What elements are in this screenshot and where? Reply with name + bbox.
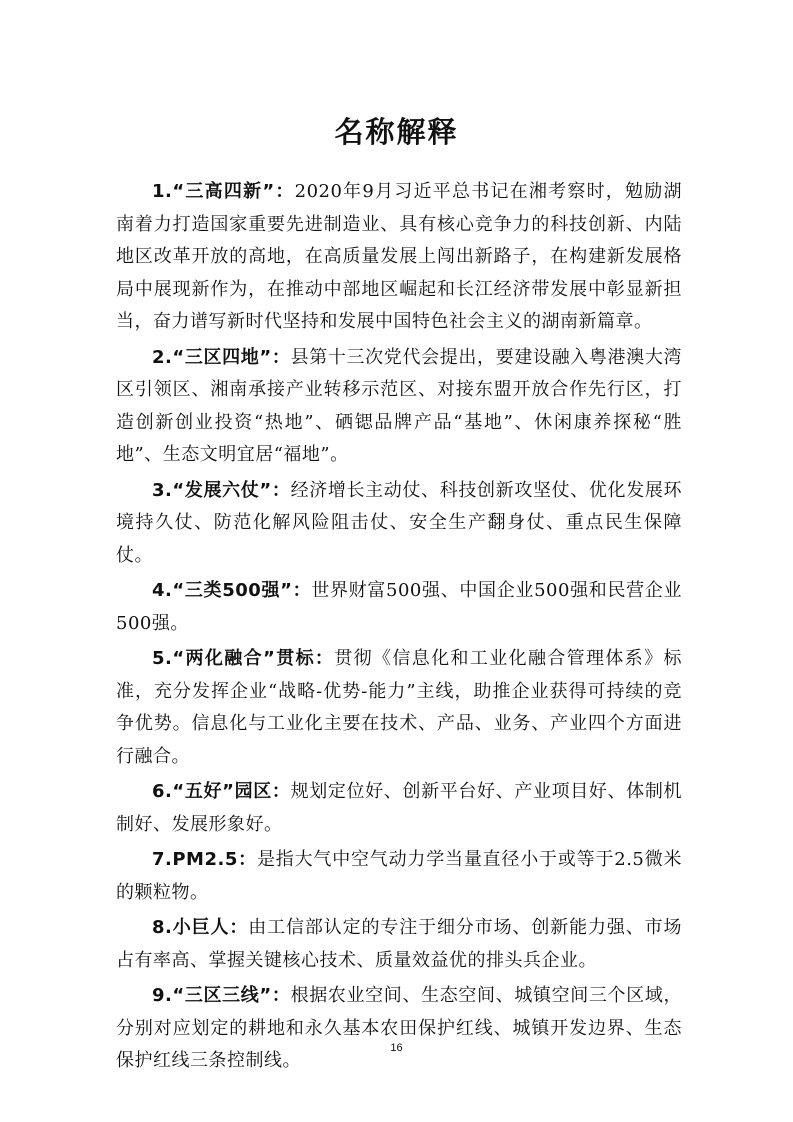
glossary-entry-7 — [116, 844, 682, 909]
glossary-list — [116, 176, 682, 1081]
glossary-entry-9 — [116, 980, 682, 1078]
glossary-term: 4.“三类500强”： — [152, 580, 312, 601]
glossary-term: 8.小巨人： — [152, 917, 249, 938]
glossary-term: 1.“三高四新”： — [152, 181, 295, 202]
glossary-term: 3.“发展六仗”： — [152, 479, 291, 501]
glossary-definition: 是指大气中空气动力学当量直径小于或等于2.5微米的颗粒物。 — [116, 849, 682, 903]
glossary-entry-1 — [116, 176, 682, 339]
glossary-term: 2.“三区四地”： — [152, 346, 291, 368]
page-title: 名称解释 — [334, 115, 459, 149]
glossary-entry-3 — [116, 475, 682, 573]
glossary-definition: 经济增长主动仗、科技创新攻坚仗、优化发展环境持久仗、防范化解风险阻击仗、安全生产翻身仗、重点民生保障仗。 — [116, 479, 683, 566]
glossary-entry-8 — [116, 912, 682, 977]
glossary-entry-6 — [116, 776, 682, 841]
glossary-definition: 根据农业空间、生态空间、城镇空间三个区域，分别对应划定的耕地和永久基本农田保护红线、城镇开发边界、生态保护红线三条控制线。 — [116, 985, 683, 1071]
glossary-term: 6.“五好”园区： — [152, 781, 291, 802]
glossary-definition: 县第十三次党代会提出，要建设融入粤港澳大湾区引领区、湘南承接产业转移示范区、对接东盟开放合作先行区，打造创新创业投资“热地”、硒锶品牌产品“基地”、休闲康养探秘“胜地”、生态文明宜居“福地”。 — [116, 346, 683, 465]
glossary-definition: 世界财富500强、中国企业500强和民营企业500强。 — [116, 580, 682, 634]
glossary-entry-4 — [116, 575, 682, 640]
glossary-term: 5.“两化融合”贯标： — [152, 648, 335, 669]
glossary-term: 9.“三区三线”： — [152, 985, 291, 1006]
glossary-entry-5 — [116, 643, 682, 773]
glossary-definition: 贯彻《信息化和工业化融合管理体系》标准，充分发挥企业“战略-优势-能力”主线，助推企业获得可持续的竞争优势。信息化与工业化主要在技术、产品、业务、产业四个方面进行融合。 — [116, 648, 683, 767]
glossary-definition: 2020年9月习近平总书记在湘考察时，勉励湖南着力打造国家重要先进制造业、具有核心竞争力的科技创新、内陆地区改革开放的高地，在高质量发展上闯出新路子，在构建新发展格局中展现新作为，在推动中部地区崛起和长江经济带发展中彰显新担当，奋力谱写新时代坚持和发展中国特色社会主义的湖南新篇章。 — [116, 181, 682, 332]
page-number: 16 — [390, 1042, 403, 1054]
glossary-entry-2 — [116, 342, 682, 472]
glossary-term: 7.PM2.5： — [152, 849, 257, 870]
glossary-definition: 由工信部认定的专注于细分市场、创新能力强、市场占有率高、掌握关键核心技术、质量效益优的排头兵企业。 — [116, 917, 682, 971]
glossary-definition: 规划定位好、创新平台好、产业项目好、体制机制好、发展形象好。 — [116, 781, 683, 835]
